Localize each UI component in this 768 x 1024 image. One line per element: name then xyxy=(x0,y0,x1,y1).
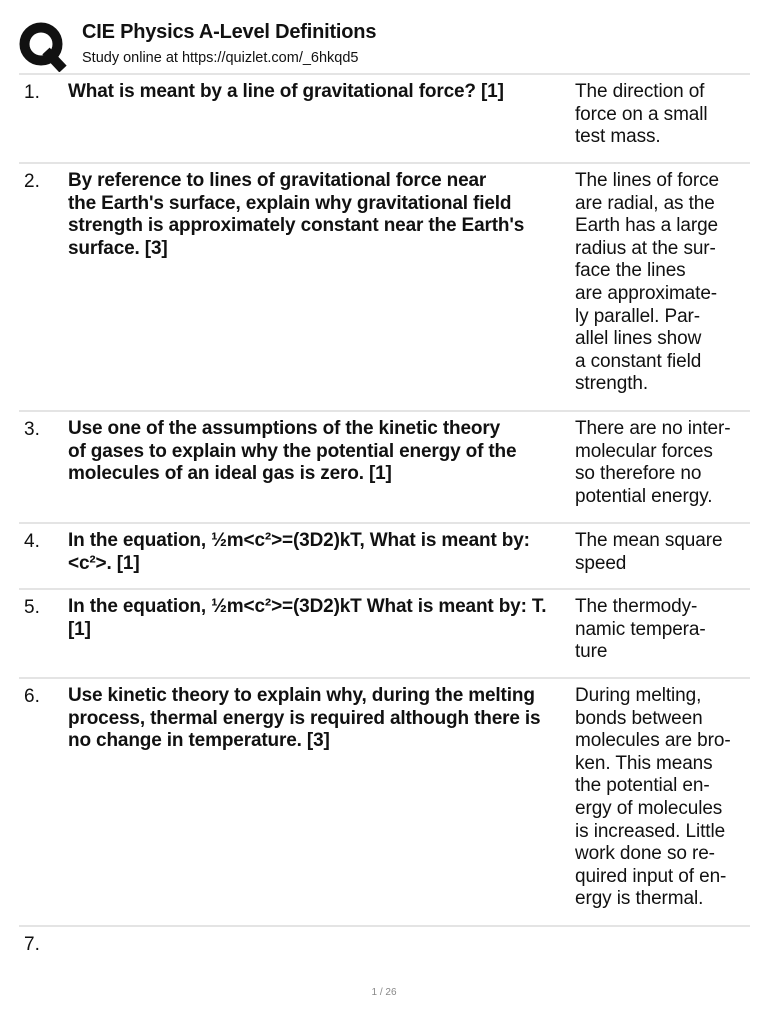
answer-line: The mean square xyxy=(575,530,723,551)
answer-line: ture xyxy=(575,641,608,663)
card-answer xyxy=(575,418,755,508)
divider xyxy=(19,410,750,412)
card-number: 2. xyxy=(24,171,40,192)
answer-line: ergy of molecules xyxy=(575,797,723,819)
question-line: In the equation, ½m<c²>=(3D2)kT, What is meant by: xyxy=(68,530,530,551)
card-question xyxy=(68,685,568,753)
card-number: 6. xyxy=(24,686,40,707)
answer-line: work done so re- xyxy=(575,843,715,865)
answer-line: speed xyxy=(575,552,627,574)
question-line: Use kinetic theory to explain why, during the melting xyxy=(68,685,535,706)
answer-line: namic tempera- xyxy=(575,618,706,640)
answer-line: force on a small xyxy=(575,103,708,125)
question-line: In the equation, ½m<c²>=(3D2)kT What is meant by: T. xyxy=(68,596,547,617)
answer-line: quired input of en- xyxy=(575,865,727,887)
answer-line: Earth has a large xyxy=(575,215,718,237)
answer-line: allel lines show xyxy=(575,328,702,350)
page-title: CIE Physics A-Level Definitions xyxy=(82,21,377,43)
card-question xyxy=(68,418,568,486)
card-answer xyxy=(575,81,755,149)
answer-line: test mass. xyxy=(575,126,661,148)
card-answer xyxy=(575,170,755,396)
answer-line: bonds between xyxy=(575,707,703,729)
answer-line: ergy is thermal. xyxy=(575,888,704,910)
answer-line: radius at the sur- xyxy=(575,237,716,259)
question-line: the Earth's surface, explain why gravitational field xyxy=(68,192,512,214)
divider xyxy=(19,588,750,590)
answer-line: are approximate- xyxy=(575,282,718,304)
answer-line: ly parallel. Par- xyxy=(575,305,701,327)
card-number: 1. xyxy=(24,82,40,103)
card-question xyxy=(68,596,568,641)
answer-line: potential energy. xyxy=(575,485,713,507)
answer-line: ken. This means xyxy=(575,752,713,774)
question-line: of gases to explain why the potential energy of the xyxy=(68,440,517,462)
card-question xyxy=(68,530,568,575)
quizlet-q-logo-icon xyxy=(19,22,69,72)
card-number: 4. xyxy=(24,531,40,552)
answer-line: During melting, xyxy=(575,685,702,706)
answer-line: molecules are bro- xyxy=(575,730,731,752)
card-question xyxy=(68,81,568,104)
divider xyxy=(19,162,750,164)
answer-line: are radial, as the xyxy=(575,192,715,214)
question-line: molecules of an ideal gas is zero. [1] xyxy=(68,463,392,485)
divider xyxy=(19,677,750,679)
divider xyxy=(19,73,750,75)
question-line: process, thermal energy is required although there is xyxy=(68,707,541,729)
card-answer xyxy=(575,530,755,575)
page-header xyxy=(0,0,768,74)
question-line: Use one of the assumptions of the kinetic theory xyxy=(68,418,500,439)
answer-line: so therefore no xyxy=(575,463,702,485)
card-answer xyxy=(575,596,755,664)
answer-line: The direction of xyxy=(575,81,705,102)
answer-line: face the lines xyxy=(575,260,686,282)
answer-line: the potential en- xyxy=(575,775,710,797)
question-line: What is meant by a line of gravitational force? [1] xyxy=(68,81,504,102)
divider xyxy=(19,522,750,524)
question-line: [1] xyxy=(68,618,91,640)
answer-line: There are no inter- xyxy=(575,418,731,439)
card-number: 3. xyxy=(24,419,40,440)
answer-line: strength. xyxy=(575,373,649,395)
divider xyxy=(19,925,750,927)
page-indicator: 1 / 26 xyxy=(371,987,397,998)
card-question xyxy=(68,170,568,260)
question-line: no change in temperature. [3] xyxy=(68,730,330,752)
question-line: <c²>. [1] xyxy=(68,552,140,574)
question-line: surface. [3] xyxy=(68,237,168,259)
question-line: By reference to lines of gravitational force near xyxy=(68,170,487,191)
card-number: 7. xyxy=(24,934,40,955)
answer-line: The lines of force xyxy=(575,170,719,191)
card-number: 5. xyxy=(24,597,40,618)
card-answer xyxy=(575,685,755,911)
answer-line: a constant field xyxy=(575,350,702,372)
answer-line: molecular forces xyxy=(575,440,713,462)
answer-line: The thermody- xyxy=(575,596,698,617)
answer-line: is increased. Little xyxy=(575,820,726,842)
question-line: strength is approximately constant near the Earth's xyxy=(68,215,525,237)
study-online-link[interactable]: Study online at https://quizlet.com/_6hkqd5 xyxy=(82,50,359,66)
